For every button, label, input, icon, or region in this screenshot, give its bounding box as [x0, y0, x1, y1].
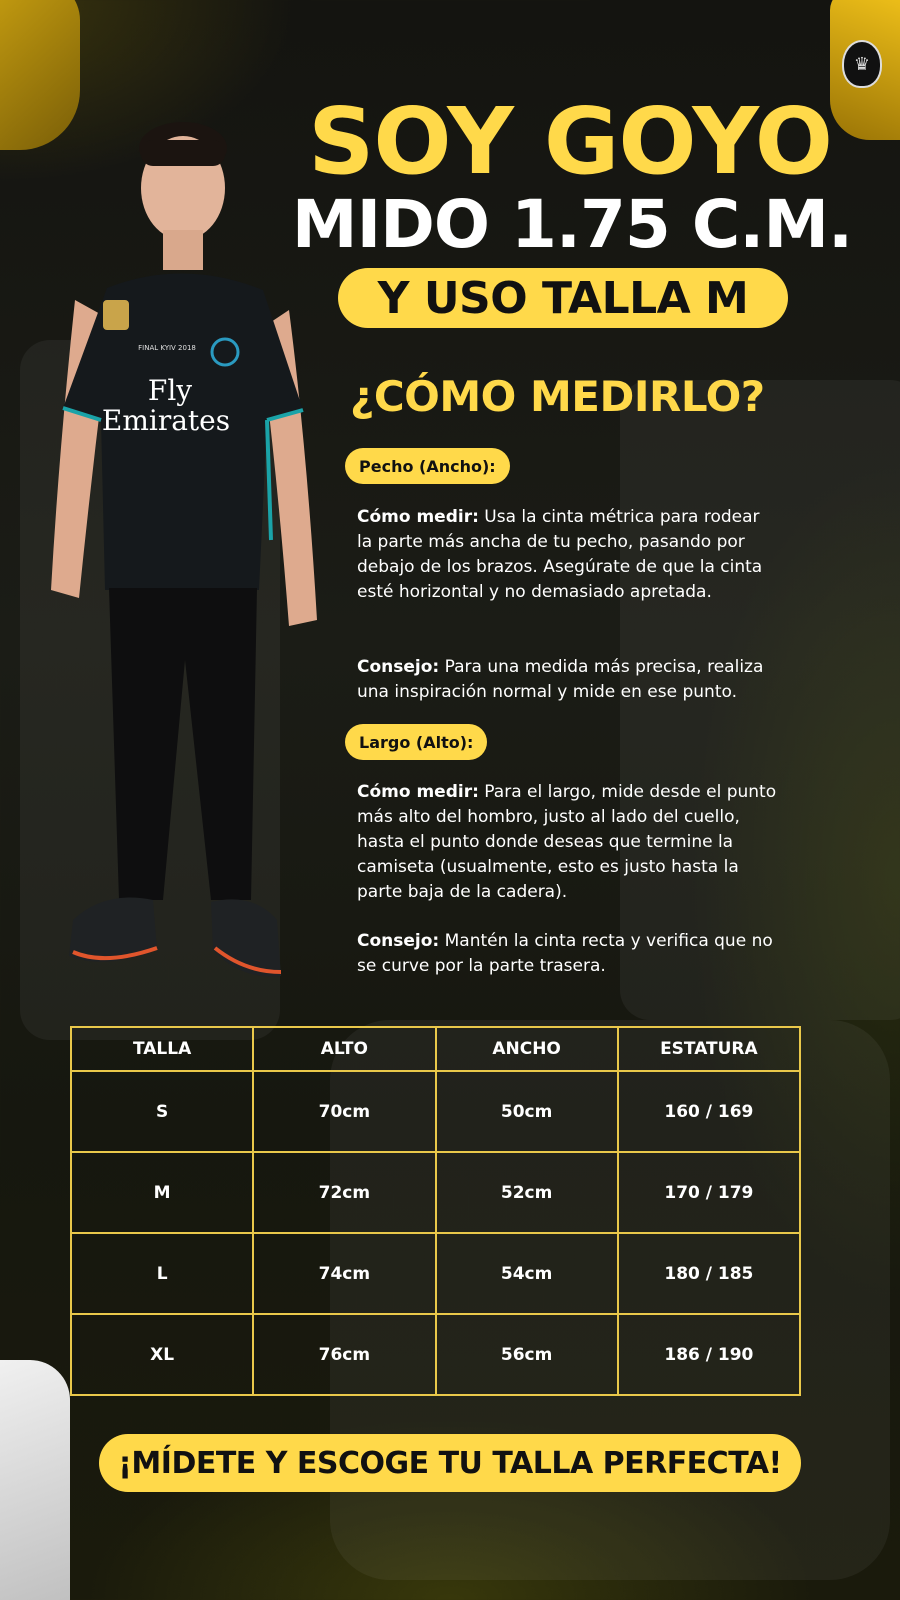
cell-ancho: 52cm	[436, 1152, 618, 1233]
table-row	[71, 1314, 800, 1395]
how-to-title: ¿CÓMO MEDIRLO?	[350, 372, 765, 421]
table-header-row	[71, 1027, 800, 1071]
cell-alto: 74cm	[253, 1233, 435, 1314]
league-badge-icon: ♛	[842, 40, 882, 88]
jersey-patch-text: FINAL KYIV 2018	[138, 344, 196, 352]
call-to-action-banner: ¡MÍDETE Y ESCOGE TU TALLA PERFECTA!	[99, 1434, 801, 1492]
cell-estatura: 186 / 190	[618, 1314, 800, 1395]
headline-name: SOY GOYO	[308, 88, 832, 195]
cell-size: S	[71, 1071, 253, 1152]
cell-alto: 76cm	[253, 1314, 435, 1395]
header-estatura: ESTATURA	[618, 1027, 800, 1071]
chest-tip-label: Consejo:	[357, 657, 440, 677]
length-tip-paragraph	[357, 929, 777, 979]
cell-alto: 72cm	[253, 1152, 435, 1233]
jersey-sponsor-line2: Emirates	[101, 404, 231, 437]
cell-estatura: 170 / 179	[618, 1152, 800, 1233]
cell-estatura: 180 / 185	[618, 1233, 800, 1314]
length-tip-label: Consejo:	[357, 931, 440, 951]
chest-tip-text: Para una medida más precisa, realiza una inspiración normal y mide en ese punto.	[357, 657, 764, 702]
cell-size: XL	[71, 1314, 253, 1395]
table-row	[71, 1071, 800, 1152]
white-jersey-decoration	[0, 1360, 70, 1600]
cell-alto: 70cm	[253, 1071, 435, 1152]
cell-ancho: 50cm	[436, 1071, 618, 1152]
length-tag: Largo (Alto):	[345, 724, 487, 760]
cell-estatura: 160 / 169	[618, 1071, 800, 1152]
table-row	[71, 1233, 800, 1314]
length-how-text: Para el largo, mide desde el punto más alto del hombro, justo al lado del cuello, hasta el punto donde deseas que termine la camiseta (usualmente, esto es justo hasta la parte baja de la cadera).	[357, 782, 777, 902]
chest-tag: Pecho (Ancho):	[345, 448, 510, 484]
chest-how-text: Usa la cinta métrica para rodear la parte más ancha de tu pecho, pasando por debajo de los brazos. Asegúrate de que la cinta esté horizontal y no demasiado apretada.	[357, 507, 763, 602]
size-chart-table	[70, 1026, 801, 1396]
chest-tip-paragraph	[357, 655, 777, 705]
length-how-label: Cómo medir:	[357, 782, 479, 802]
chest-how-paragraph	[357, 505, 777, 605]
table-row	[71, 1152, 800, 1233]
header-ancho: ANCHO	[436, 1027, 618, 1071]
cell-ancho: 56cm	[436, 1314, 618, 1395]
cell-size: L	[71, 1233, 253, 1314]
length-how-paragraph	[357, 780, 777, 905]
length-tip-text: Mantén la cinta recta y verifica que no se curve por la parte trasera.	[357, 931, 773, 976]
cell-size: M	[71, 1152, 253, 1233]
header-talla: TALLA	[71, 1027, 253, 1071]
cell-ancho: 54cm	[436, 1233, 618, 1314]
jersey-sponsor-line1: Fly	[147, 374, 193, 407]
header-alto: ALTO	[253, 1027, 435, 1071]
chest-how-label: Cómo medir:	[357, 507, 479, 527]
headline-height: MIDO 1.75 C.M.	[291, 186, 853, 263]
size-badge: Y USO TALLA M	[338, 268, 788, 328]
